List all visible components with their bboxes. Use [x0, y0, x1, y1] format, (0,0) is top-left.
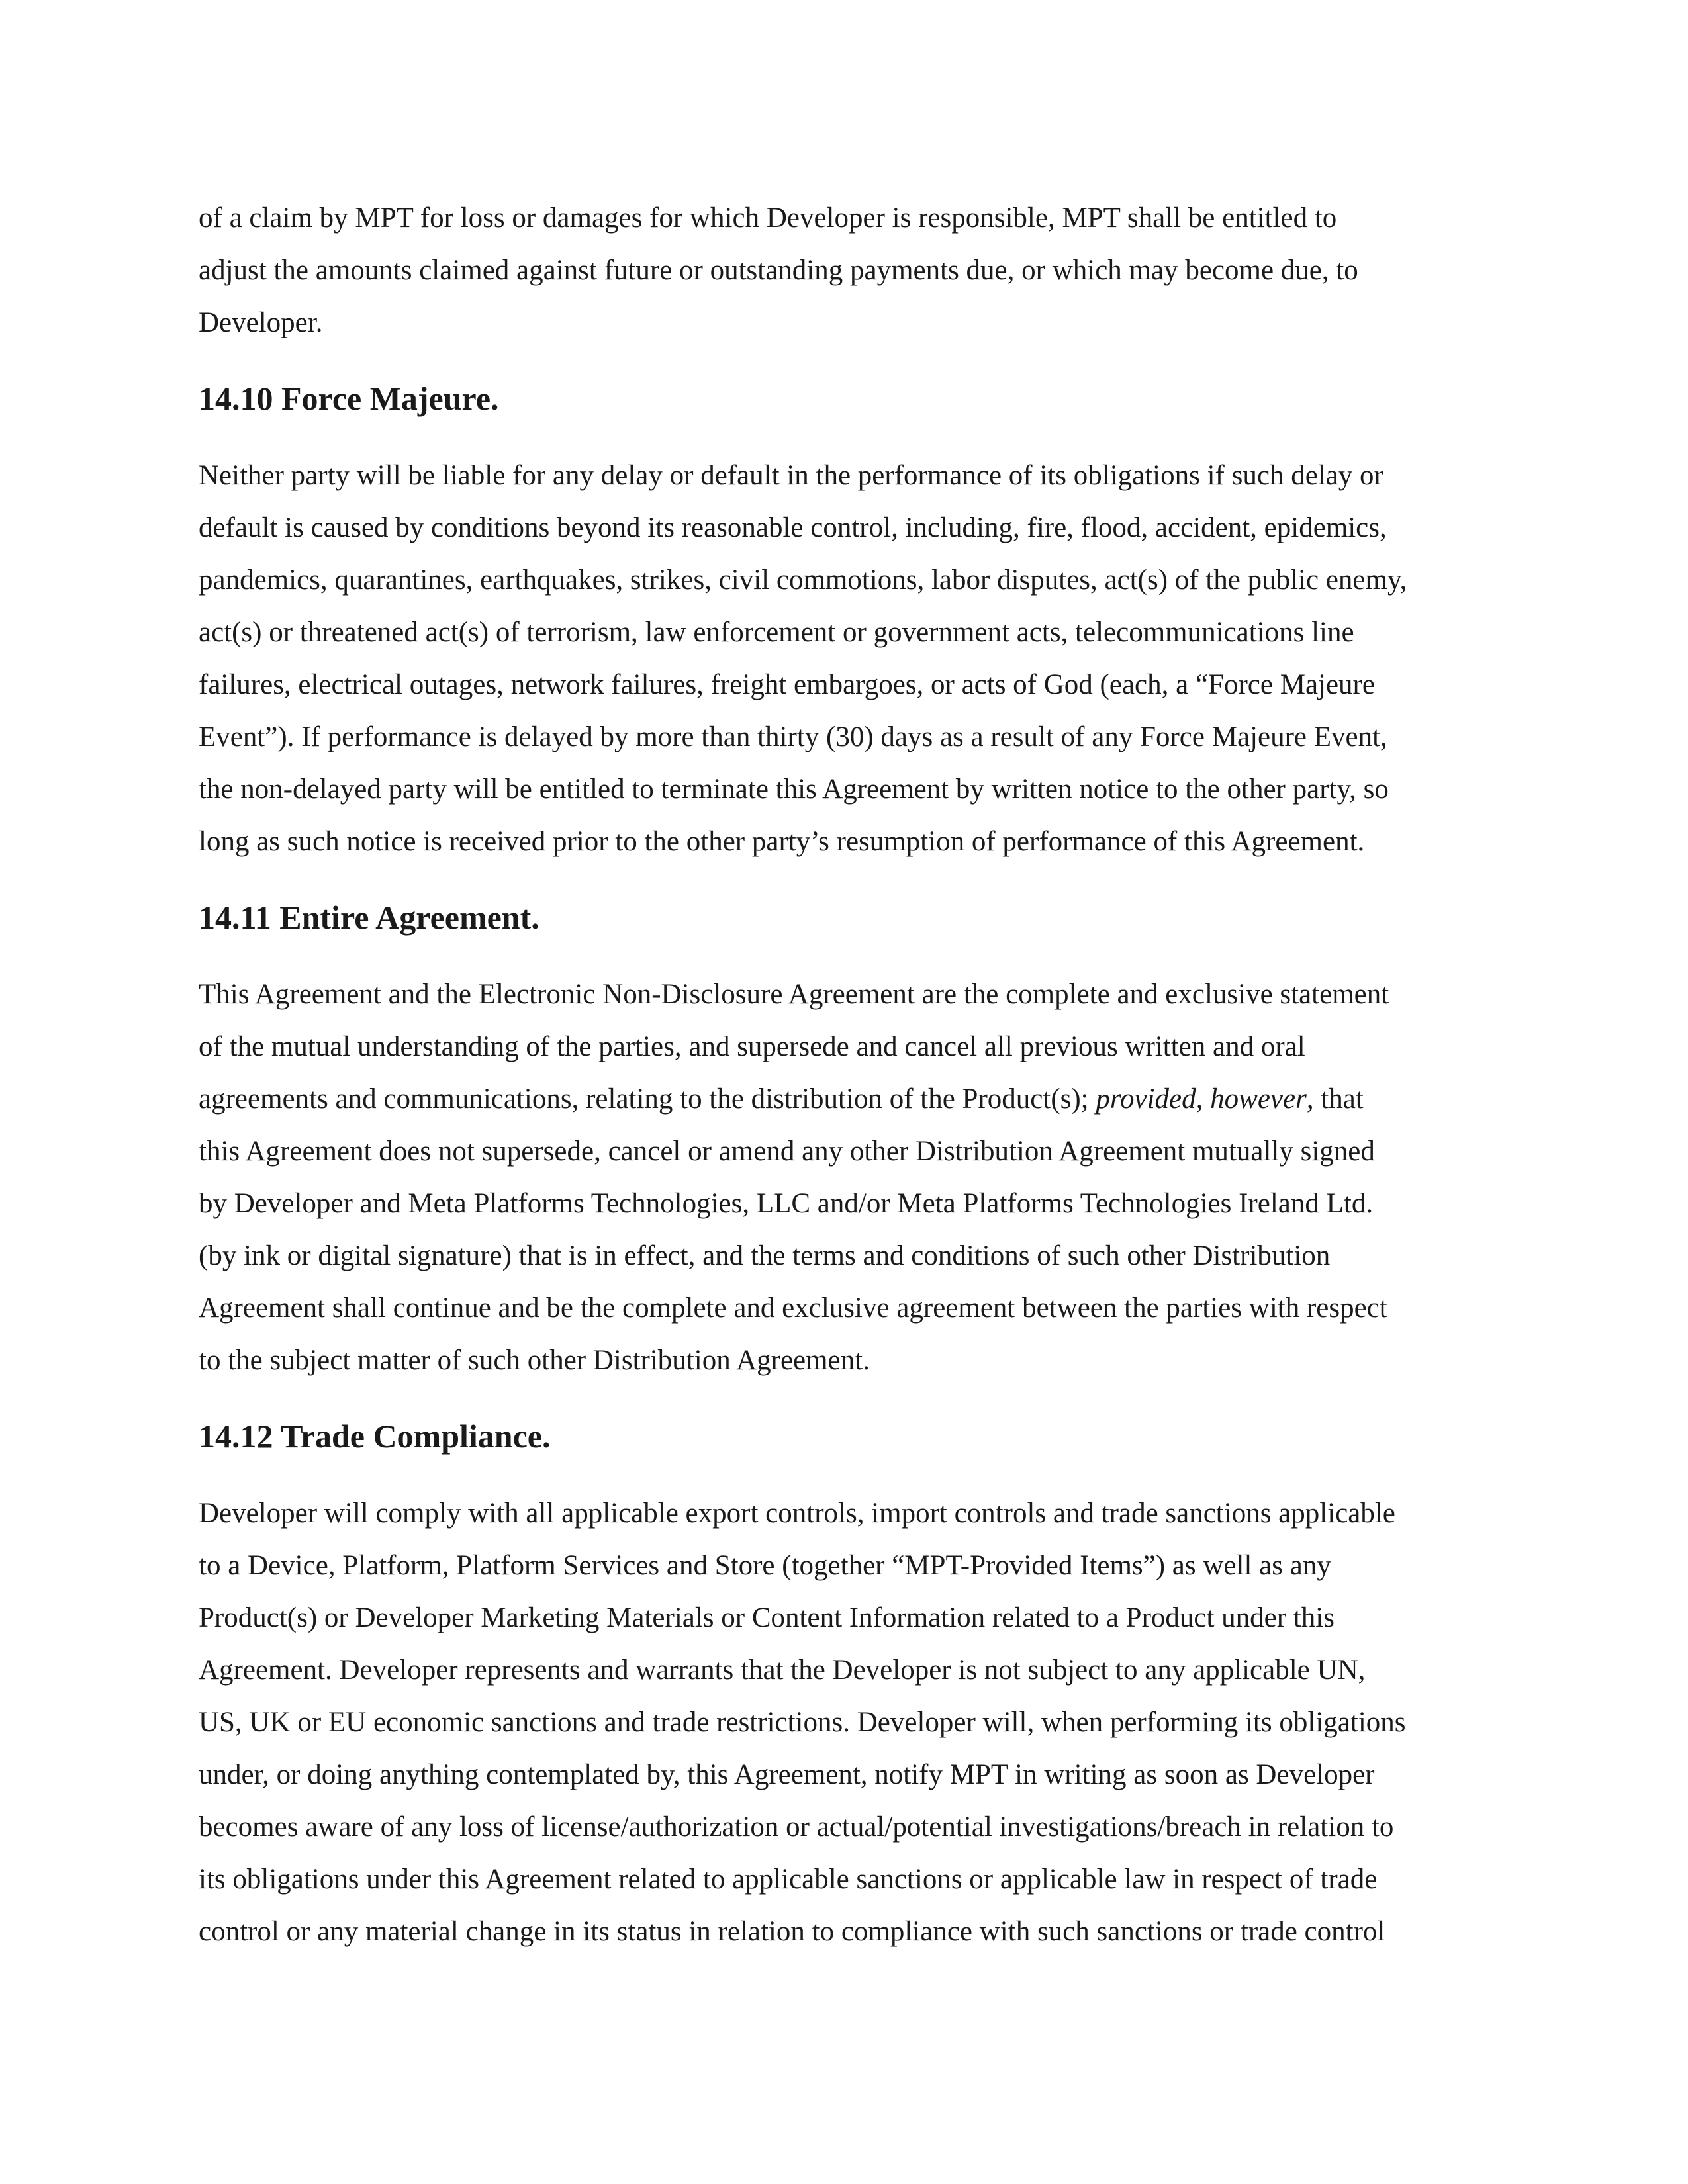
- section-title: Entire Agreement: [279, 899, 532, 936]
- section-heading-force-majeure: [199, 375, 1496, 422]
- paragraph-line: Agreement. Developer represents and warrants that the Developer is not subject to any applicable UN,: [199, 1655, 1366, 1686]
- trade-compliance-paragraph: [199, 1487, 1496, 1958]
- paragraph-line: Developer.: [199, 307, 323, 338]
- section-title-period: .: [541, 1418, 551, 1455]
- paragraph-line: the non-delayed party will be entitled to terminate this Agreement by written notice to the other party, so: [199, 774, 1389, 805]
- page-content: [199, 192, 1496, 1958]
- entire-agreement-paragraph: [199, 968, 1496, 1387]
- paragraph-line: of the mutual understanding of the parties, and supersede and cancel all previous written and oral: [199, 1031, 1305, 1062]
- paragraph-line: failures, electrical outages, network failures, freight embargoes, or acts of God (each, a “Force Majeure: [199, 669, 1375, 700]
- force-majeure-paragraph: [199, 449, 1496, 868]
- paragraph-line: act(s) or threatened act(s) of terrorism, law enforcement or government acts, telecommunications line: [199, 617, 1354, 648]
- paragraph-line: pandemics, quarantines, earthquakes, strikes, civil commotions, labor disputes, act(s) of the public enemy,: [199, 565, 1407, 596]
- paragraph-line: to the subject matter of such other Distribution Agreement.: [199, 1345, 870, 1376]
- paragraph-line: under, or doing anything contemplated by, this Agreement, notify MPT in writing as soon as Developer: [199, 1759, 1375, 1790]
- section-number: 14.10: [199, 380, 273, 417]
- section-heading-entire-agreement: [199, 894, 1496, 940]
- section-title: Force Majeure: [281, 380, 491, 417]
- section-number: 14.11: [199, 899, 271, 936]
- paragraph-line: its obligations under this Agreement related to applicable sanctions or applicable law in respect of trade: [199, 1864, 1378, 1895]
- paragraph-line: (by ink or digital signature) that is in effect, and the terms and conditions of such other Distribution: [199, 1240, 1331, 1271]
- paragraph-line: Agreement shall continue and be the complete and exclusive agreement between the parties with respect: [199, 1293, 1387, 1324]
- paragraph-line: This Agreement and the Electronic Non-Disclosure Agreement are the complete and exclusive statement: [199, 979, 1389, 1010]
- paragraph-line: adjust the amounts claimed against future or outstanding payments due, or which may become due, to: [199, 255, 1358, 286]
- paragraph-line: this Agreement does not supersede, cancel or amend any other Distribution Agreement mutually signed: [199, 1136, 1375, 1167]
- line-text: agreements and communications, relating to the distribution of the Product(s);: [199, 1083, 1096, 1115]
- paragraph-line: default is caused by conditions beyond its reasonable control, including, fire, flood, accident, epidemics,: [199, 512, 1387, 543]
- section-title-period: .: [491, 380, 499, 417]
- intro-paragraph: [199, 192, 1496, 349]
- paragraph-line: to a Device, Platform, Platform Services and Store (together “MPT-Provided Items”) as well as any: [199, 1550, 1331, 1581]
- line-text: , that: [1306, 1083, 1364, 1115]
- paragraph-line: Event”). If performance is delayed by more than thirty (30) days as a result of any Force Majeure Event,: [199, 721, 1387, 752]
- paragraph-line-with-emphasis: [199, 1073, 1496, 1125]
- paragraph-line: long as such notice is received prior to the other party’s resumption of performance of this Agreement.: [199, 826, 1365, 857]
- section-heading-trade-compliance: [199, 1413, 1496, 1459]
- section-number: 14.12: [199, 1418, 273, 1455]
- paragraph-line: control or any material change in its status in relation to compliance with such sanctions or trade control: [199, 1916, 1385, 1947]
- paragraph-line: Developer will comply with all applicable export controls, import controls and trade sanctions applicable: [199, 1498, 1395, 1529]
- paragraph-line: Neither party will be liable for any delay or default in the performance of its obligations if such delay or: [199, 460, 1383, 491]
- paragraph-line: by Developer and Meta Platforms Technologies, LLC and/or Meta Platforms Technologies Ireland Ltd.: [199, 1188, 1374, 1219]
- paragraph-line: Product(s) or Developer Marketing Materials or Content Information related to a Product under this: [199, 1602, 1335, 1633]
- emphasized-text: provided, however: [1096, 1083, 1307, 1115]
- section-title: Trade Compliance: [281, 1418, 542, 1455]
- paragraph-line: becomes aware of any loss of license/authorization or actual/potential investigations/breach in relation to: [199, 1811, 1394, 1843]
- section-title-period: .: [531, 899, 539, 936]
- paragraph-line: of a claim by MPT for loss or damages for which Developer is responsible, MPT shall be entitled to: [199, 203, 1337, 234]
- paragraph-line: US, UK or EU economic sanctions and trade restrictions. Developer will, when performing its obligations: [199, 1707, 1406, 1738]
